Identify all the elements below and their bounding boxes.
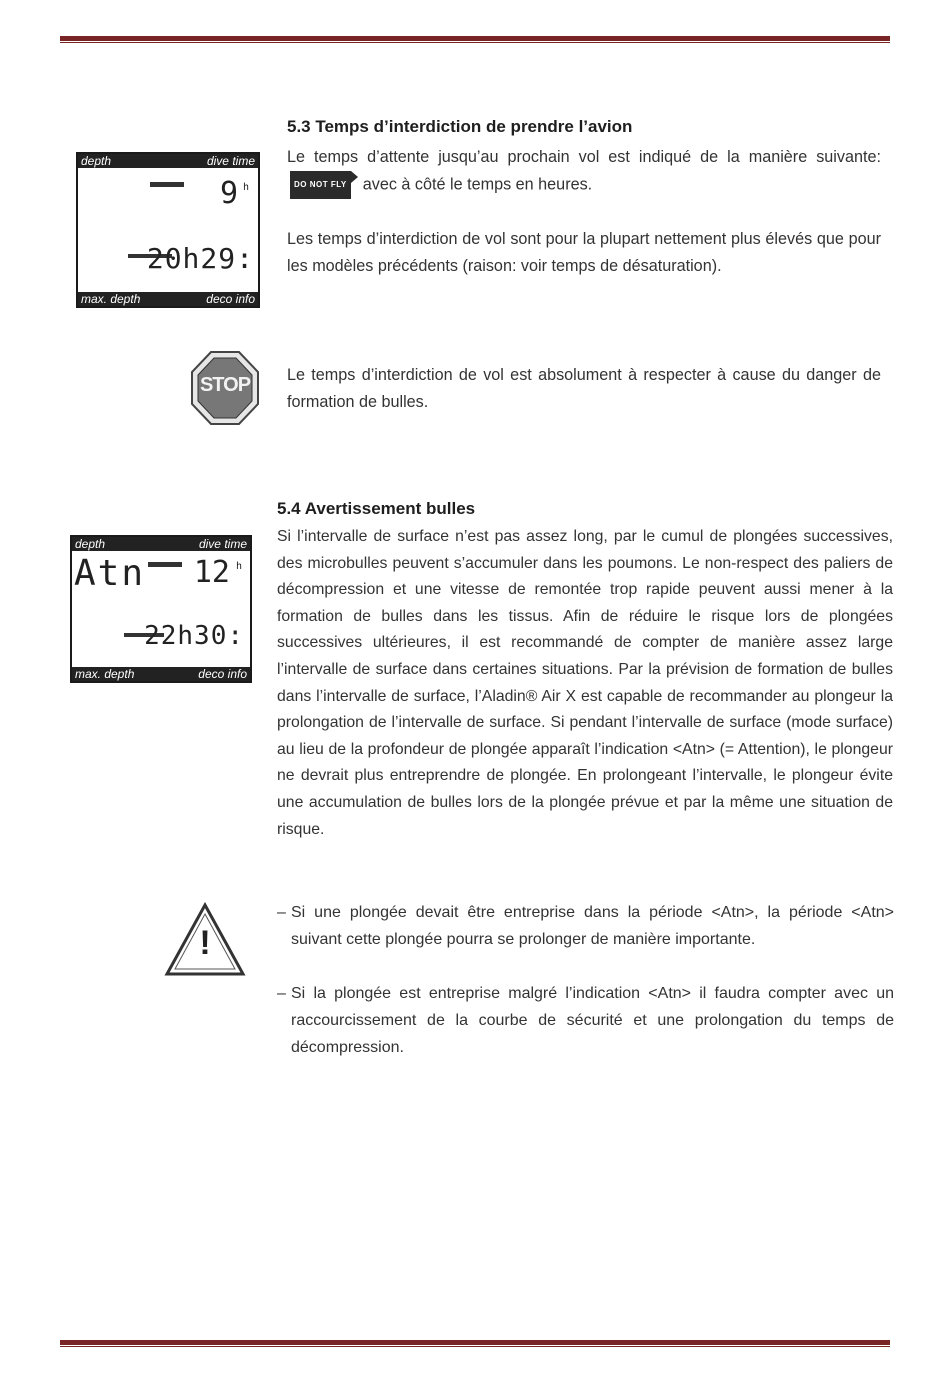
display-label-depth: depth <box>81 154 112 168</box>
warning-text-1: Si une plongée devait être entreprise dans la période <Atn>, la période <Atn> suivant cette plongée pourra se prolonger de manière importante. <box>291 904 894 948</box>
display-label-max-depth: max. depth <box>75 667 135 681</box>
section-5-3-paragraph-2: Les temps d’interdiction de vol sont pour la plupart nettement plus élevés que pour les modèles précédents (raison: voir temps de désaturation). <box>287 230 881 275</box>
section-5-3-heading: 5.3 Temps d’interdiction de prendre l’avion <box>287 117 633 136</box>
display-label-max-depth: max. depth <box>81 292 141 306</box>
dive-computer-display-atn <box>70 535 252 683</box>
desat-time: 20h29: <box>146 242 254 275</box>
top-rule <box>60 36 890 43</box>
dive-computer-display-no-fly <box>76 152 260 308</box>
list-dash: – <box>277 985 286 1002</box>
warning-exclamation: ! <box>199 924 211 962</box>
bottom-rule <box>60 1340 890 1347</box>
display-label-depth: depth <box>75 537 106 551</box>
para1-text-after: avec à côté le temps en heures. <box>362 175 593 194</box>
stop-sign-text: STOP <box>199 374 251 396</box>
display-label-dive-time: dive time <box>198 537 247 551</box>
no-fly-indicator-icon <box>148 562 182 567</box>
display-label-dive-time: dive time <box>206 154 255 168</box>
section-5-3-paragraph-1 <box>287 144 881 199</box>
atn-indicator: Atn <box>74 553 146 594</box>
list-dash: – <box>277 904 286 921</box>
display-label-deco-info: deco info <box>206 292 255 306</box>
stop-note: Le temps d’interdiction de vol est absolument à respecter à cause du danger de formation de bulles. <box>287 366 881 411</box>
warning-list-item <box>277 980 894 1061</box>
display-label-deco-info: deco info <box>198 667 247 681</box>
para1-text-before: Le temps d’attente jusqu’au prochain vol est indiqué de la manière suivante: <box>287 148 881 166</box>
section-5-4-heading: 5.4 Avertissement bulles <box>277 499 476 518</box>
atn-hours-unit: h <box>235 561 242 572</box>
do-not-fly-badge: DO NOT FLY <box>290 171 351 200</box>
warning-list-item <box>277 899 894 953</box>
atn-hours: 12 <box>193 555 230 590</box>
no-fly-indicator-icon <box>150 182 184 187</box>
warning-text-2: Si la plongée est entreprise malgré l’indication <Atn> il faudra compter avec un raccourcissement de la courbe de sécurité et une prolongation du temps de décompression. <box>291 985 894 1056</box>
atn-time: 22h30: <box>144 621 244 651</box>
no-fly-hours: 9 <box>219 176 238 211</box>
stop-sign-icon <box>190 350 260 426</box>
warning-triangle-icon <box>163 902 247 978</box>
no-fly-hours-unit: h <box>242 182 249 193</box>
section-5-4-paragraph: Si l’intervalle de surface n’est pas assez long, par le cumul de plongées successives, des microbulles peuvent s’accumuler dans les poumons. Le non-respect des paliers de décompression et une vitesse de remontée trop rapide peuvent aussi mener à la formation de bulles dans les tissus. Afin de réduire le risque lors de plongées successives ultérieures, il est recommandé de compter de manière assez large l’intervalle de surface dans certaines situations. Par la prévision de formation de bulles dans l’intervalle de surface, l’Aladin® Air X est capable de recommander au plongeur la prolongation de l’intervalle de surface. Si pendant l’intervalle de surface (mode surface) au lieu de la profondeur de plongée apparaît l’indication <Atn> (= Attention), le plongeur ne devrait plus entreprendre de plongée. En prolongeant l’intervalle, le plongeur évite une accumulation de bulles lors de la plongée prévue et par la même une situation de risque. <box>277 528 893 838</box>
